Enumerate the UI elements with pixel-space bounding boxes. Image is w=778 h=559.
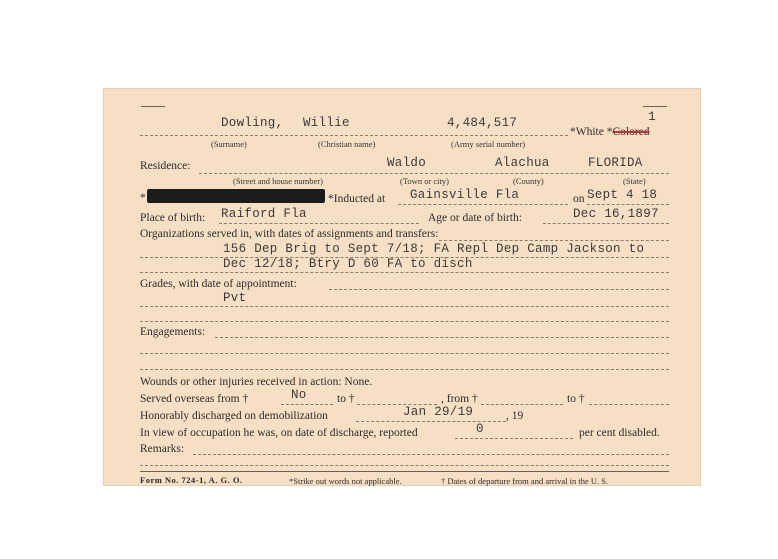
disability-value: 0 [476, 422, 484, 436]
overseas-label: Served overseas from † [140, 393, 249, 405]
serial-caption: (Army serial number) [451, 139, 526, 149]
engagements-label: Engagements: [140, 326, 206, 338]
town-caption: (Town or city) [400, 176, 449, 186]
surname-value: Dowling, [221, 116, 284, 130]
form-number-text: Form No. 724-1, A. G. O. [140, 475, 243, 485]
grades-rule-2 [140, 321, 669, 322]
organizations-line-1: 156 Dep Brig to Sept 7/18; FA Repl Dep Camp Jackson to [223, 242, 645, 256]
engagements-line-0 [215, 337, 669, 338]
inducted-line [398, 204, 568, 205]
inducted-on-label: on [573, 193, 585, 205]
inducted-date-line [587, 204, 669, 205]
discharge-date: Jan 29/19 [403, 405, 474, 419]
overseas-from-value: No [291, 388, 307, 402]
form-number [140, 475, 243, 485]
remarks-rule-1 [140, 465, 669, 466]
place-of-birth-label: Place of birth: [140, 212, 206, 224]
name-line [140, 135, 568, 136]
engagements-rule-2 [140, 369, 669, 370]
residence-line [199, 173, 669, 174]
grades-label: Grades, with date of appointment: [140, 278, 297, 290]
discharge-suffix: , 19 [506, 410, 524, 422]
inducted-date: Sept 4 18 [587, 188, 658, 202]
place-of-birth-value: Raiford Fla [221, 207, 307, 221]
inducted-place: Gainsville Fla [410, 188, 520, 202]
county-caption: (County) [513, 176, 544, 186]
birth-date-value: Dec 16,1897 [573, 207, 659, 221]
remarks-line-0 [193, 454, 669, 455]
disability-line [455, 438, 573, 439]
overseas-to2-line [589, 404, 669, 405]
place-of-birth-line [219, 223, 419, 224]
organizations-rule-2 [140, 272, 669, 273]
birth-date-label: Age or date of birth: [428, 212, 522, 224]
footer-rule [140, 471, 669, 472]
overseas-to2-label: to † [567, 393, 585, 405]
grades-line-0 [329, 289, 669, 290]
top-left-mark [141, 106, 165, 107]
organizations-label: Organizations served in, with dates of assignments and transfers: [140, 228, 439, 240]
residence-town: Waldo [387, 156, 427, 170]
colored-label: Colored [612, 126, 650, 138]
residence-state: FLORIDA [588, 156, 643, 170]
inducted-at-label: *Inducted at [328, 193, 386, 205]
engagements-rule-1 [140, 353, 669, 354]
overseas-from-line [281, 404, 333, 405]
organizations-line-2: Dec 12/18; Btry D 60 FA to disch [223, 257, 473, 271]
card-number: 1 [648, 109, 657, 124]
race-options [570, 126, 650, 138]
redacted-field [147, 189, 325, 203]
white-star: * [570, 126, 576, 138]
wounds-text: Wounds or other injuries received in action: None. [140, 376, 373, 388]
service-record-card [103, 88, 701, 486]
christian-name-caption: (Christian name) [318, 139, 376, 149]
overseas-to-label: to † [337, 393, 355, 405]
top-right-mark [643, 106, 667, 107]
residence-county: Alachua [495, 156, 550, 170]
birth-date-line [543, 223, 669, 224]
white-label: White [575, 126, 604, 138]
grades-rule-1 [140, 306, 669, 307]
serial-number-value: 4,484,517 [447, 116, 518, 130]
residence-label: Residence: [140, 160, 191, 172]
redaction-star: * [140, 192, 146, 204]
strike-note: *Strike out words not applicable. [289, 476, 402, 486]
discharge-label: Honorably discharged on demobilization [140, 410, 328, 422]
street-caption: (Street and house number) [233, 176, 323, 186]
state-caption: (State) [623, 176, 646, 186]
organizations-line-0 [439, 240, 669, 241]
overseas-from2-label: , from † [441, 393, 478, 405]
disability-suffix: per cent disabled. [579, 427, 660, 439]
surname-caption: (Surname) [211, 139, 247, 149]
disability-label: In view of occupation he was, on date of discharge, reported [140, 427, 418, 439]
remarks-label: Remarks: [140, 443, 185, 455]
colored-star: * [606, 126, 613, 138]
grades-value: Pvt [223, 291, 247, 305]
christian-name-value: Willie [303, 116, 350, 130]
overseas-from2-line [481, 404, 563, 405]
dates-note: † Dates of departure from and arrival in the U. S. [441, 476, 609, 486]
